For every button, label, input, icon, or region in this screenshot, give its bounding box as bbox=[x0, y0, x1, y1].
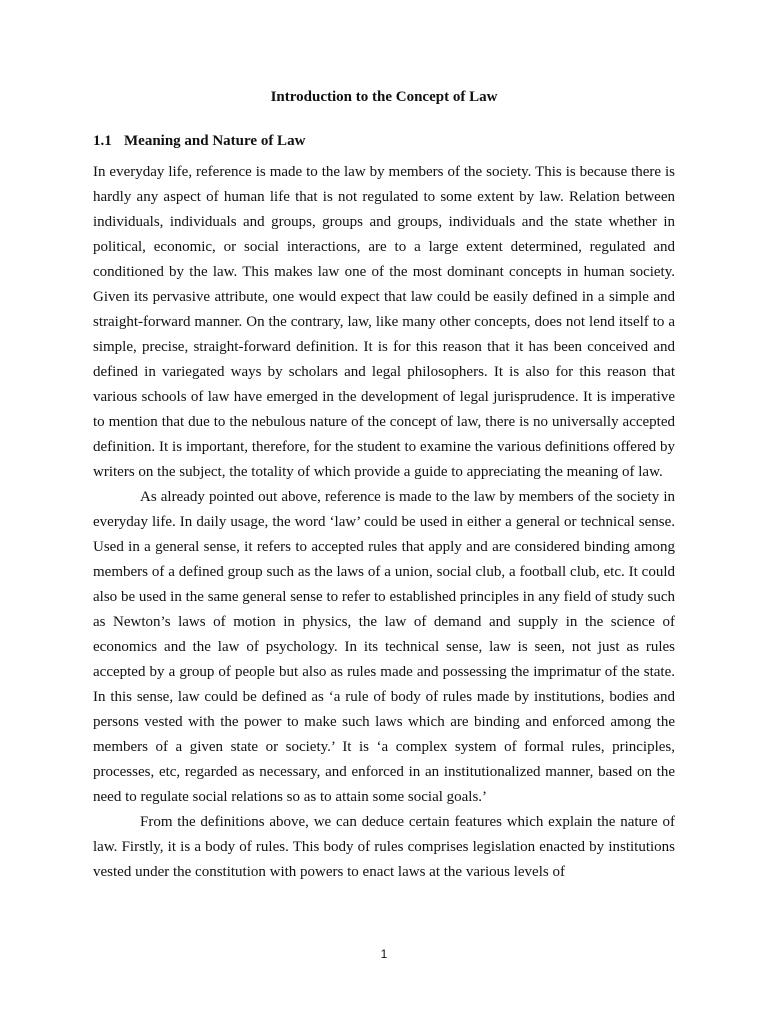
page-title: Introduction to the Concept of Law bbox=[270, 89, 498, 105]
section-number: 1.1 bbox=[93, 133, 112, 149]
body-text bbox=[93, 160, 675, 885]
section-title: Meaning and Nature of Law bbox=[124, 133, 306, 149]
paragraph-2: As already pointed out above, reference is made to the law by members of the society in everyday life. In daily usage, the word ‘law’ could be used in either a general or technical sense. Used in a general sense, it refers to accepted rules that apply and are considered binding among members of a defined group such as the laws of a union, social club, a football club, etc. It could also be used in the same general sense to refer to established principles in any field of study such as Newton’s laws of motion in physics, the law of demand and supply in the science of economics and the law of psychology. In its technical sense, law is seen, not just as rules accepted by a group of people but also as rules made and possessing the imprimatur of the state. In this sense, law could be defined as ‘a rule of body of rules made by institutions, bodies and persons vested with the power to make such laws which are binding and enforced among the members of a given state or society.’ It is ‘a complex system of formal rules, principles, processes, etc, regarded as necessary, and enforced in an institutionalized manner, based on the need to regulate social relations so as to attain some social goals.’ bbox=[93, 489, 675, 805]
section-heading bbox=[93, 131, 305, 151]
paragraph-1: In everyday life, reference is made to the law by members of the society. This is because there is hardly any aspect of human life that is not regulated to some extent by law. Relation between individuals, individuals and groups, groups and groups, individuals and the state whether in political, economic, or social interactions, are to a large extent determined, regulated and conditioned by the law. This makes law one of the most dominant concepts in human society. Given its pervasive attribute, one would expect that law could be easily defined in a simple and straight-forward manner. On the contrary, law, like many other concepts, does not lend itself to a simple, precise, straight-forward definition. It is for this reason that it has been conceived and defined in variegated ways by scholars and legal philosophers. It is also for this reason that various schools of law have emerged in the development of legal jurisprudence. It is imperative to mention that due to the nebulous nature of the concept of law, there is no universally accepted definition. It is important, therefore, for the student to examine the various definitions offered by writers on the subject, the totality of which provide a guide to appreciating the meaning of law. bbox=[93, 164, 675, 480]
page-number: 1 bbox=[380, 947, 388, 961]
paragraph-3: From the definitions above, we can deduce certain features which explain the nature of law. Firstly, it is a body of rules. This body of rules comprises legislation enacted by institutions vested under the constitution with powers to enact laws at the various levels of bbox=[93, 814, 675, 880]
